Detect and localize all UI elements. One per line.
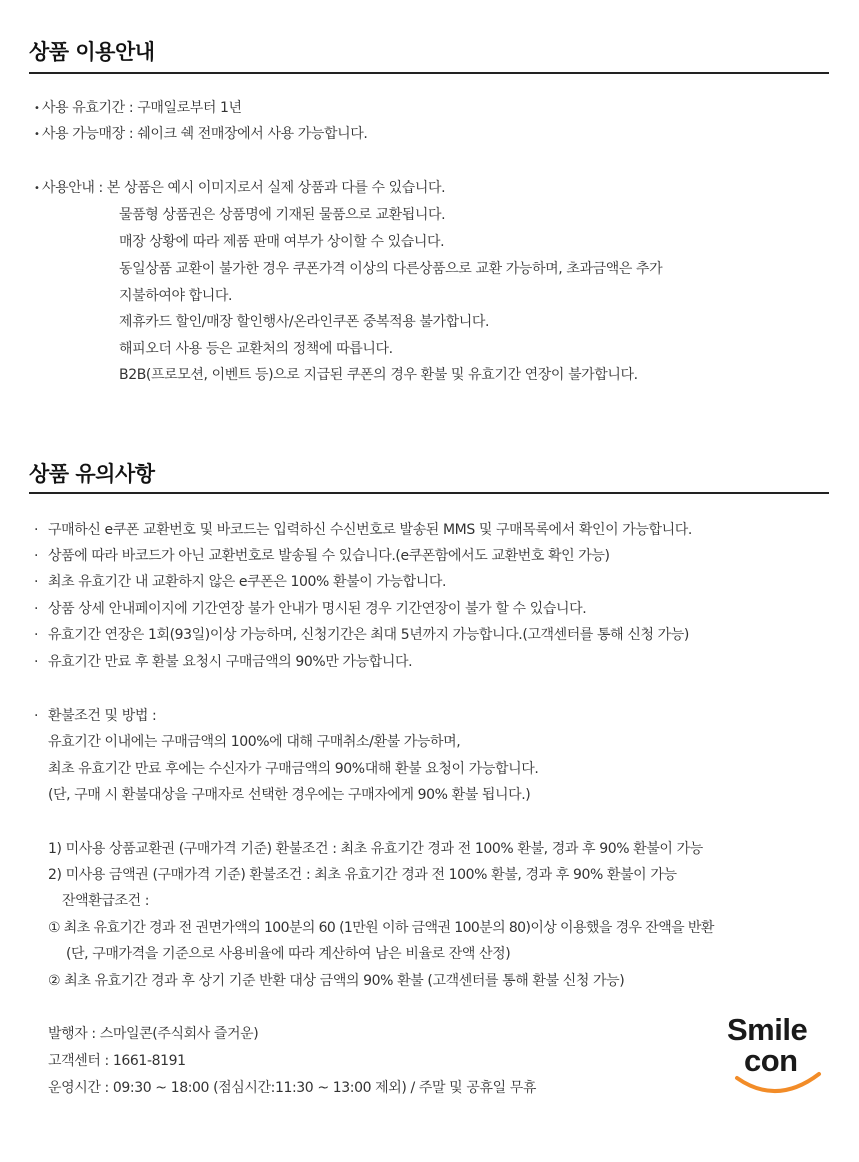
balance-condition-1: ① 최초 유효기간 경과 전 권면가액의 100분의 60 (1만원 이하 금액권 100분의 80)이상 이용했을 경우 잔액을 반환 — [48, 920, 714, 936]
usage-guide-line: 동일상품 교환이 불가한 경우 쿠폰가격 이상의 다른상품으로 교환 가능하며, 초과금액은 추가 — [119, 261, 663, 277]
bullet-icon: · — [34, 601, 39, 617]
balance-condition-1-note: (단, 구매가격을 기준으로 사용비율에 따라 계산하여 남은 비율로 잔액 산정) — [66, 946, 511, 962]
issuer-support: 고객센터 : 1661-8191 — [48, 1053, 186, 1069]
caution-item: · 유효기간 연장은 1회(93일)이상 가능하며, 신청기간은 최대 5년까지 가능합니다.(고객센터를 통해 신청 가능) — [34, 622, 689, 648]
bullet-icon: · — [34, 522, 39, 538]
usage-guide-line: 물품형 상품권은 상품명에 기재된 물품으로 교환됩니다. — [119, 207, 446, 223]
smilecon-logo — [727, 1012, 827, 1102]
caution-section-title: 상품 유의사항 — [29, 462, 155, 486]
refund-condition-2: 2) 미사용 금액권 (구매가격 기준) 환불조건 : 최초 유효기간 경과 전 100% 환불, 경과 후 90% 환불이 가능 — [48, 867, 677, 883]
usage-guide-line: B2B(프로모션, 이벤트 등)으로 지급된 쿠폰의 경우 환불 및 유효기간 연장이 불가합니다. — [119, 367, 638, 383]
issuer-publisher: 발행자 : 스마일콘(주식회사 즐거운) — [48, 1026, 259, 1042]
refund-line: 유효기간 이내에는 구매금액의 100%에 대해 구매취소/환불 가능하며, — [48, 734, 461, 750]
usage-guide-line: 매장 상황에 따라 제품 판매 여부가 상이할 수 있습니다. — [119, 234, 445, 250]
usage-guide-label: 사용안내 : — [42, 180, 107, 196]
logo-text-smile: Smile — [727, 1012, 808, 1047]
usage-section-title: 상품 이용안내 — [29, 40, 155, 64]
smile-arc-icon — [733, 1066, 823, 1096]
caution-section-rule — [29, 492, 829, 494]
caution-item: · 구매하신 e쿠폰 교환번호 및 바코드는 입력하신 수신번호로 발송된 MMS 및 구매목록에서 확인이 가능합니다. — [34, 517, 692, 543]
bullet-icon: · — [34, 654, 39, 670]
caution-item: · 유효기간 만료 후 환불 요청시 구매금액의 90%만 가능합니다. — [34, 649, 412, 675]
caution-item: · 상품에 따라 바코드가 아닌 교환번호로 발송될 수 있습니다.(e쿠폰함에서도 교환번호 확인 가능) — [34, 543, 610, 569]
bullet-icon: • — [34, 103, 40, 114]
usage-guide-line: 해피오더 사용 등은 교환처의 정책에 따릅니다. — [119, 341, 393, 357]
caution-item: · 상품 상세 안내페이지에 기간연장 불가 안내가 명시된 경우 기간연장이 불가 할 수 있습니다. — [34, 596, 586, 622]
bullet-icon: · — [34, 627, 39, 643]
balance-refund-heading: 잔액환급조건 : — [62, 893, 150, 909]
bullet-icon: • — [34, 129, 40, 140]
bullet-icon: · — [34, 548, 39, 564]
issuer-hours: 운영시간 : 09:30 ~ 18:00 (점심시간:11:30 ~ 13:00 제외) / 주말 및 공휴일 무휴 — [48, 1080, 537, 1096]
logo-text-con: con — [744, 1043, 798, 1078]
refund-condition-1: 1) 미사용 상품교환권 (구매가격 기준) 환불조건 : 최초 유효기간 경과 전 100% 환불, 경과 후 90% 환불이 가능 — [48, 841, 703, 857]
caution-item: · 최초 유효기간 내 교환하지 않은 e쿠폰은 100% 환불이 가능합니다. — [34, 569, 446, 595]
refund-line: (단, 구매 시 환불대상을 구매자로 선택한 경우에는 구매자에게 90% 환불 됩니다.) — [48, 787, 531, 803]
refund-heading: · 환불조건 및 방법 : — [34, 703, 156, 729]
usage-item-stores: • 사용 가능매장 : 쉐이크 쉑 전매장에서 사용 가능합니다. — [34, 121, 367, 148]
bullet-icon: · — [34, 574, 39, 590]
usage-guide-line: 제휴카드 할인/매장 할인행사/온라인쿠폰 중복적용 불가합니다. — [119, 314, 490, 330]
usage-guide-first: • 사용안내 : 본 상품은 예시 이미지로서 실제 상품과 다를 수 있습니다. — [34, 175, 445, 202]
balance-condition-2: ② 최초 유효기간 경과 후 상기 기준 반환 대상 금액의 90% 환불 (고객센터를 통해 환불 신청 가능) — [48, 973, 625, 989]
usage-guide-line: 지불하여야 합니다. — [119, 288, 233, 304]
bullet-icon: • — [34, 183, 40, 194]
usage-item-validity: • 사용 유효기간 : 구매일로부터 1년 — [34, 95, 242, 122]
usage-section-rule — [29, 72, 829, 74]
bullet-icon: · — [34, 708, 39, 724]
refund-line: 최초 유효기간 만료 후에는 수신자가 구매금액의 90%대해 환불 요청이 가능합니다. — [48, 761, 539, 777]
